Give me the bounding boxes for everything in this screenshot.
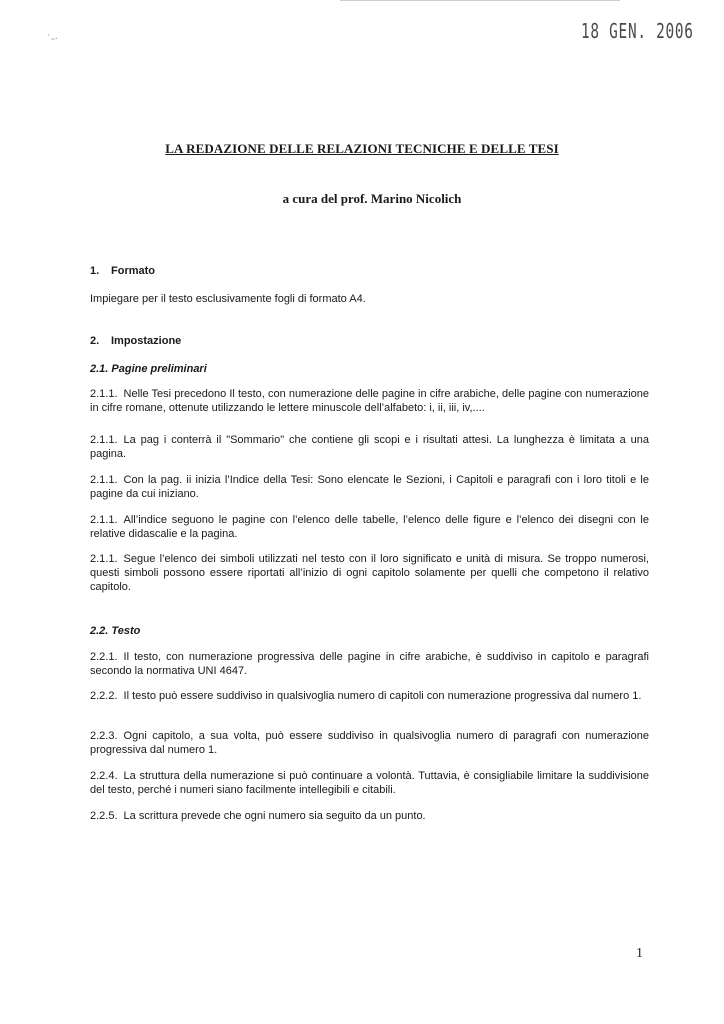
paragraph-2-2-4 <box>90 769 649 797</box>
paragraph-text: Nelle Tesi precedono Il testo, con numerazione delle pagine in cifre arabiche, delle pagine con numerazione in cifre romane, ottenute utilizzando le lettere minuscole dell’alfabeto: i, ii, iii, iv,.... <box>90 388 649 414</box>
paragraph-number: 2.2.3. <box>90 730 118 742</box>
paragraph-2-1-1-a <box>90 387 649 415</box>
section-1-number: 1. <box>90 265 100 277</box>
paragraph-text: Segue l’elenco dei simboli utilizzati nel testo con il loro significato e unità di misura. Se troppo numerosi, questi simboli possono essere riportati all’inizio di ogni capitolo solamente per quelli che competono il relativo capitolo. <box>90 553 649 593</box>
scan-edge-line <box>340 0 620 1</box>
paragraph-number: 2.1.1. <box>90 514 118 526</box>
paragraph-text: La struttura della numerazione si può continuare a volontà. Tuttavia, è consigliabile limitare la suddivisione del testo, perché i numeri siano facilmente intellegibili e citabili. <box>90 770 649 796</box>
paragraph-number: 2.1.1. <box>90 434 118 446</box>
paragraph-number: 2.2.5. <box>90 810 118 822</box>
page-number: 1 <box>636 946 643 961</box>
paragraph-text: La pag i conterrà il "Sommario" che contiene gli scopi e i risultati attesi. La lunghezza è limitata a una pagina. <box>90 434 649 460</box>
section-1-text: Impiegare per il testo esclusivamente fogli di formato A4. <box>90 293 366 305</box>
paragraph-2-2-2 <box>90 689 649 703</box>
paragraph-number: 2.1.1. <box>90 388 118 400</box>
paragraph-number: 2.2.4. <box>90 770 118 782</box>
paragraph-number: 2.1.1. <box>90 474 118 486</box>
section-2-heading <box>90 334 181 348</box>
section-2-title: Impostazione <box>111 335 182 347</box>
paragraph-number: 2.2.1. <box>90 651 118 663</box>
document-title: LA REDAZIONE DELLE RELAZIONI TECNICHE E DELLE TESI <box>165 141 559 156</box>
paragraph-number: 2.2.2. <box>90 690 118 702</box>
paragraph-2-1-1-c <box>90 473 649 501</box>
subsection-2-2-heading: 2.2. Testo <box>90 625 141 637</box>
paragraph-text: Ogni capitolo, a sua volta, può essere suddiviso in qualsivoglia numero di paragrafi con numerazione progressiva dal numero 1. <box>90 730 649 756</box>
paragraph-text: Il testo, con numerazione progressiva delle pagine in cifre arabiche, è suddiviso in capitolo e paragrafi secondo la normativa UNI 4647. <box>90 651 649 677</box>
scan-speck: ˙-· <box>46 34 58 45</box>
paragraph-2-2-3 <box>90 729 649 757</box>
section-1-heading <box>90 264 155 278</box>
paragraph-text: Con la pag. ii inizia l’Indice della Tesi: Sono elencate le Sezioni, i Capitoli e paragrafi con i loro titoli e le pagine da cui iniziano. <box>90 474 649 500</box>
paragraph-2-2-1 <box>90 650 649 678</box>
subsection-2-1-heading: 2.1. Pagine preliminari <box>90 363 207 375</box>
paragraph-text: Il testo può essere suddiviso in qualsivoglia numero di capitoli con numerazione progressiva dal numero 1. <box>123 690 642 702</box>
date-stamp: 18 GEN. 2006 <box>581 19 694 43</box>
document-author: a cura del prof. Marino Nicolich <box>282 191 462 206</box>
paragraph-2-2-5 <box>90 809 649 823</box>
section-1-title: Formato <box>111 265 155 277</box>
paragraph-2-1-1-e <box>90 552 649 594</box>
paragraph-2-1-1-b <box>90 433 649 461</box>
paragraph-text: All’indice seguono le pagine con l’elenco delle tabelle, l’elenco delle figure e l’elenco dei disegni con le relative didascalie e la pagina. <box>90 514 649 540</box>
paragraph-2-1-1-d <box>90 513 649 541</box>
paragraph-text: La scrittura prevede che ogni numero sia seguito da un punto. <box>123 810 426 822</box>
paragraph-number: 2.1.1. <box>90 553 118 565</box>
section-2-number: 2. <box>90 335 100 347</box>
